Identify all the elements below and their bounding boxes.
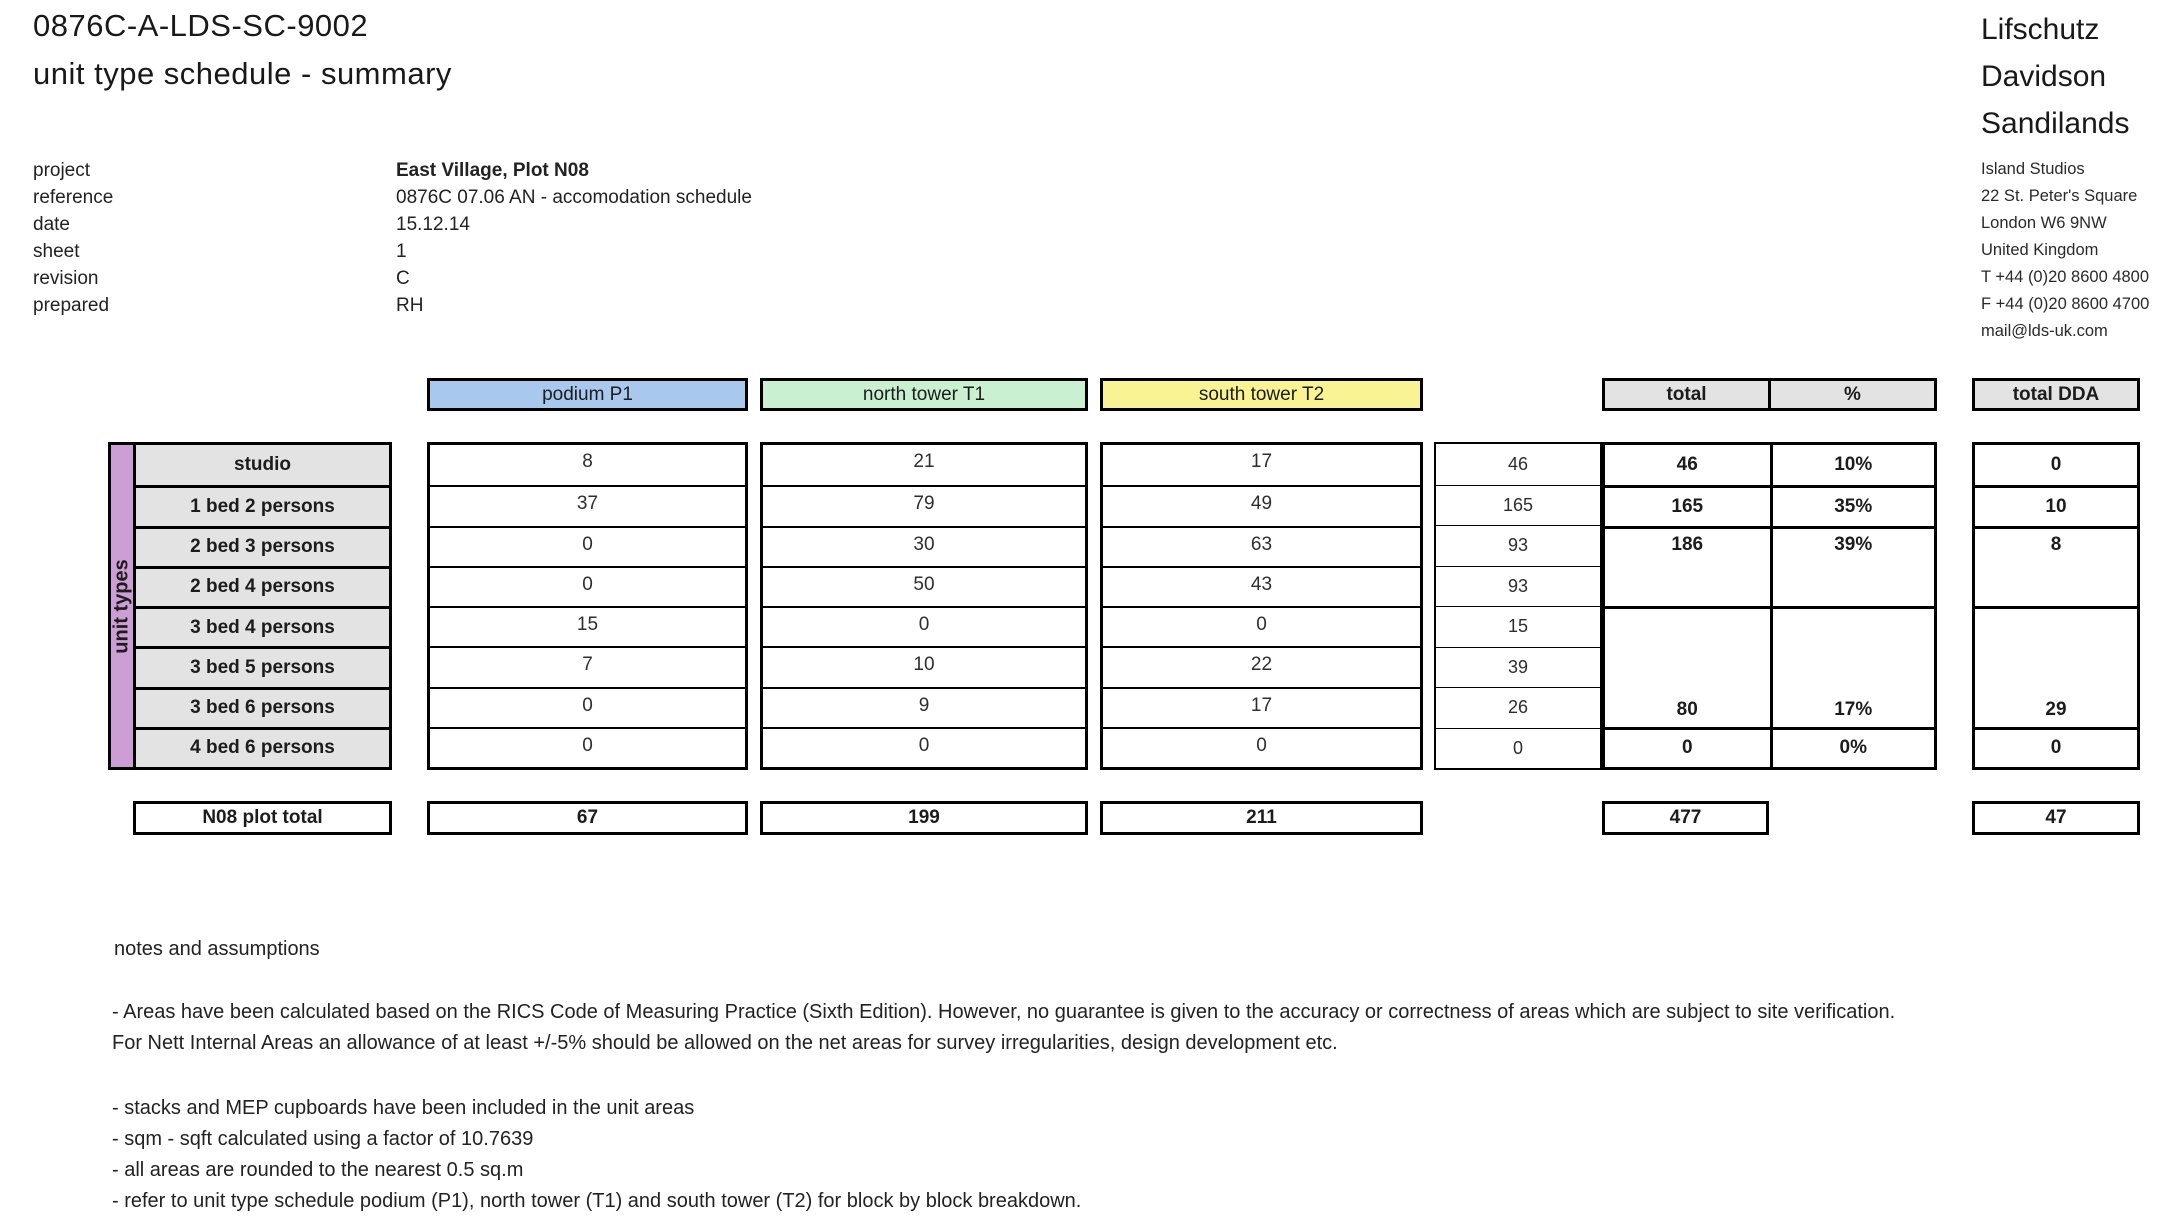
t2-value: 49 xyxy=(1103,485,1420,525)
t2-value: 17 xyxy=(1103,687,1420,727)
subtotal-column xyxy=(1434,442,1602,770)
subtotal-value: 0 xyxy=(1436,728,1600,769)
t1-value: 0 xyxy=(763,727,1085,767)
pct-value: 39% xyxy=(1770,526,1935,607)
dda-value: 10 xyxy=(1975,485,2137,525)
notes-list xyxy=(112,1093,2012,1216)
row-label: 2 bed 3 persons xyxy=(136,526,389,566)
meta-label-date: date xyxy=(33,214,70,235)
notes-paragraph: - Areas have been calculated based on the RICS Code of Measuring Practice (Sixth Edition). However, no guarantee is given to the accuracy or correctness of areas which are subject to site verification. For Nett Internal Areas an allowance of at least +/-5% should be allowed on the net areas for survey irregularities, design development etc. xyxy=(112,1001,1896,1054)
subtotal-value: 165 xyxy=(1436,485,1600,526)
row-label: 3 bed 6 persons xyxy=(136,687,389,727)
firm-block xyxy=(1981,6,2169,345)
p1-value: 37 xyxy=(430,485,745,525)
t2-value: 0 xyxy=(1103,727,1420,767)
note-item: - all areas are rounded to the nearest 0.5 sq.m xyxy=(112,1159,524,1181)
meta-value-sheet: 1 xyxy=(396,241,407,262)
row-label: 2 bed 4 persons xyxy=(136,566,389,606)
t2-value: 0 xyxy=(1103,606,1420,646)
total-dda-grid xyxy=(1972,442,2140,770)
total-pct-grid xyxy=(1602,442,1937,770)
meta-value-date: 15.12.14 xyxy=(396,214,470,235)
north-tower-t1-column xyxy=(760,442,1088,770)
subtotal-value: 93 xyxy=(1436,525,1600,566)
unit-types-band xyxy=(108,442,136,770)
pct-value: 0% xyxy=(1770,727,1935,767)
t1-value: 79 xyxy=(763,485,1085,525)
p1-value: 0 xyxy=(430,687,745,727)
notes-heading: notes and assumptions xyxy=(114,938,320,960)
total-value: 46 xyxy=(1676,454,1698,476)
t1-value: 30 xyxy=(763,526,1085,566)
subtotal-value: 93 xyxy=(1436,566,1600,607)
meta-label-reference: reference xyxy=(33,187,114,208)
header-south-tower-t2: south tower T2 xyxy=(1100,378,1423,411)
meta-value-prepared: RH xyxy=(396,295,424,316)
row-label: 1 bed 2 persons xyxy=(136,485,389,525)
subtotal-value: 15 xyxy=(1436,606,1600,647)
plot-total-label: N08 plot total xyxy=(133,801,392,835)
meta-labels xyxy=(33,157,113,319)
meta-value-project: East Village, Plot N08 xyxy=(396,160,589,181)
row-label: 4 bed 6 persons xyxy=(136,727,389,767)
page-title: unit type schedule - summary xyxy=(33,56,452,91)
p1-value: 0 xyxy=(430,526,745,566)
meta-label-prepared: prepared xyxy=(33,295,110,316)
note-item: - refer to unit type schedule podium (P1), north tower (T1) and south tower (T2) for block by block breakdown. xyxy=(112,1190,1082,1212)
header-total-and-pct xyxy=(1602,378,1937,411)
t1-value: 0 xyxy=(763,606,1085,646)
plot-total-t1: 199 xyxy=(760,801,1088,835)
t2-value: 63 xyxy=(1103,526,1420,566)
p1-value: 0 xyxy=(430,727,745,767)
t1-value: 9 xyxy=(763,687,1085,727)
unit-types-label: unit types xyxy=(110,558,133,654)
total-value: 80 xyxy=(1605,606,1770,727)
header-pct: % xyxy=(1768,381,1934,408)
p1-value: 8 xyxy=(582,451,593,472)
total-value: 165 xyxy=(1605,485,1770,525)
firm-email: mail@lds-uk.com xyxy=(1981,322,2108,340)
meta-label-sheet: sheet xyxy=(33,241,80,262)
meta-value-reference: 0876C 07.06 AN - accomodation schedule xyxy=(396,187,752,208)
dda-value: 0 xyxy=(1975,727,2137,767)
subtotal-value: 46 xyxy=(1507,453,1529,474)
p1-value: 15 xyxy=(430,606,745,646)
dda-value: 8 xyxy=(1975,526,2137,607)
subtotal-value: 26 xyxy=(1436,687,1600,728)
row-label: studio xyxy=(136,445,389,485)
header-podium-p1: podium P1 xyxy=(427,378,748,411)
meta-value-revision: C xyxy=(396,268,410,289)
meta-label-revision: revision xyxy=(33,268,99,289)
header-total: total xyxy=(1666,383,1707,405)
p1-value: 7 xyxy=(430,646,745,686)
pct-value: 35% xyxy=(1770,485,1935,525)
plot-total-t2: 211 xyxy=(1100,801,1423,835)
note-item: - sqm - sqft calculated using a factor of 10.7639 xyxy=(112,1128,534,1150)
row-label: 3 bed 4 persons xyxy=(136,606,389,646)
t2-value: 17 xyxy=(1250,451,1273,472)
subtotal-value: 39 xyxy=(1436,647,1600,688)
total-value: 0 xyxy=(1605,727,1770,767)
south-tower-t2-column xyxy=(1100,442,1423,770)
row-label: 3 bed 5 persons xyxy=(136,646,389,686)
plot-total-dda: 47 xyxy=(1972,801,2140,835)
row-labels-column xyxy=(133,442,392,770)
plot-total-total: 477 xyxy=(1602,801,1769,835)
document-number: 0876C-A-LDS-SC-9002 xyxy=(33,8,369,43)
note-item: - stacks and MEP cupboards have been included in the unit areas xyxy=(112,1097,695,1119)
meta-values xyxy=(396,157,752,319)
p1-value: 0 xyxy=(430,566,745,606)
t2-value: 22 xyxy=(1103,646,1420,686)
t1-value: 10 xyxy=(763,646,1085,686)
dda-value: 0 xyxy=(2050,454,2062,476)
header-total-dda: total DDA xyxy=(1972,378,2140,411)
header-north-tower-t1: north tower T1 xyxy=(760,378,1088,411)
plot-total-p1: 67 xyxy=(427,801,748,835)
total-value: 186 xyxy=(1605,526,1770,607)
t1-value: 50 xyxy=(763,566,1085,606)
firm-address: Island Studios 22 St. Peter's Square London W6 9NW United Kingdom T +44 (0)20 8600 4800 F +44 (0)20 8600 4700 mail@lds-uk.com xyxy=(1981,156,2169,345)
pct-value: 17% xyxy=(1770,606,1935,727)
pct-value: 10% xyxy=(1770,445,1935,485)
t2-value: 43 xyxy=(1103,566,1420,606)
t1-value: 21 xyxy=(913,451,935,472)
firm-name: Lifschutz Davidson Sandilands xyxy=(1981,13,2130,140)
dda-value: 29 xyxy=(1975,606,2137,727)
meta-label-project: project xyxy=(33,160,91,181)
podium-p1-column xyxy=(427,442,748,770)
